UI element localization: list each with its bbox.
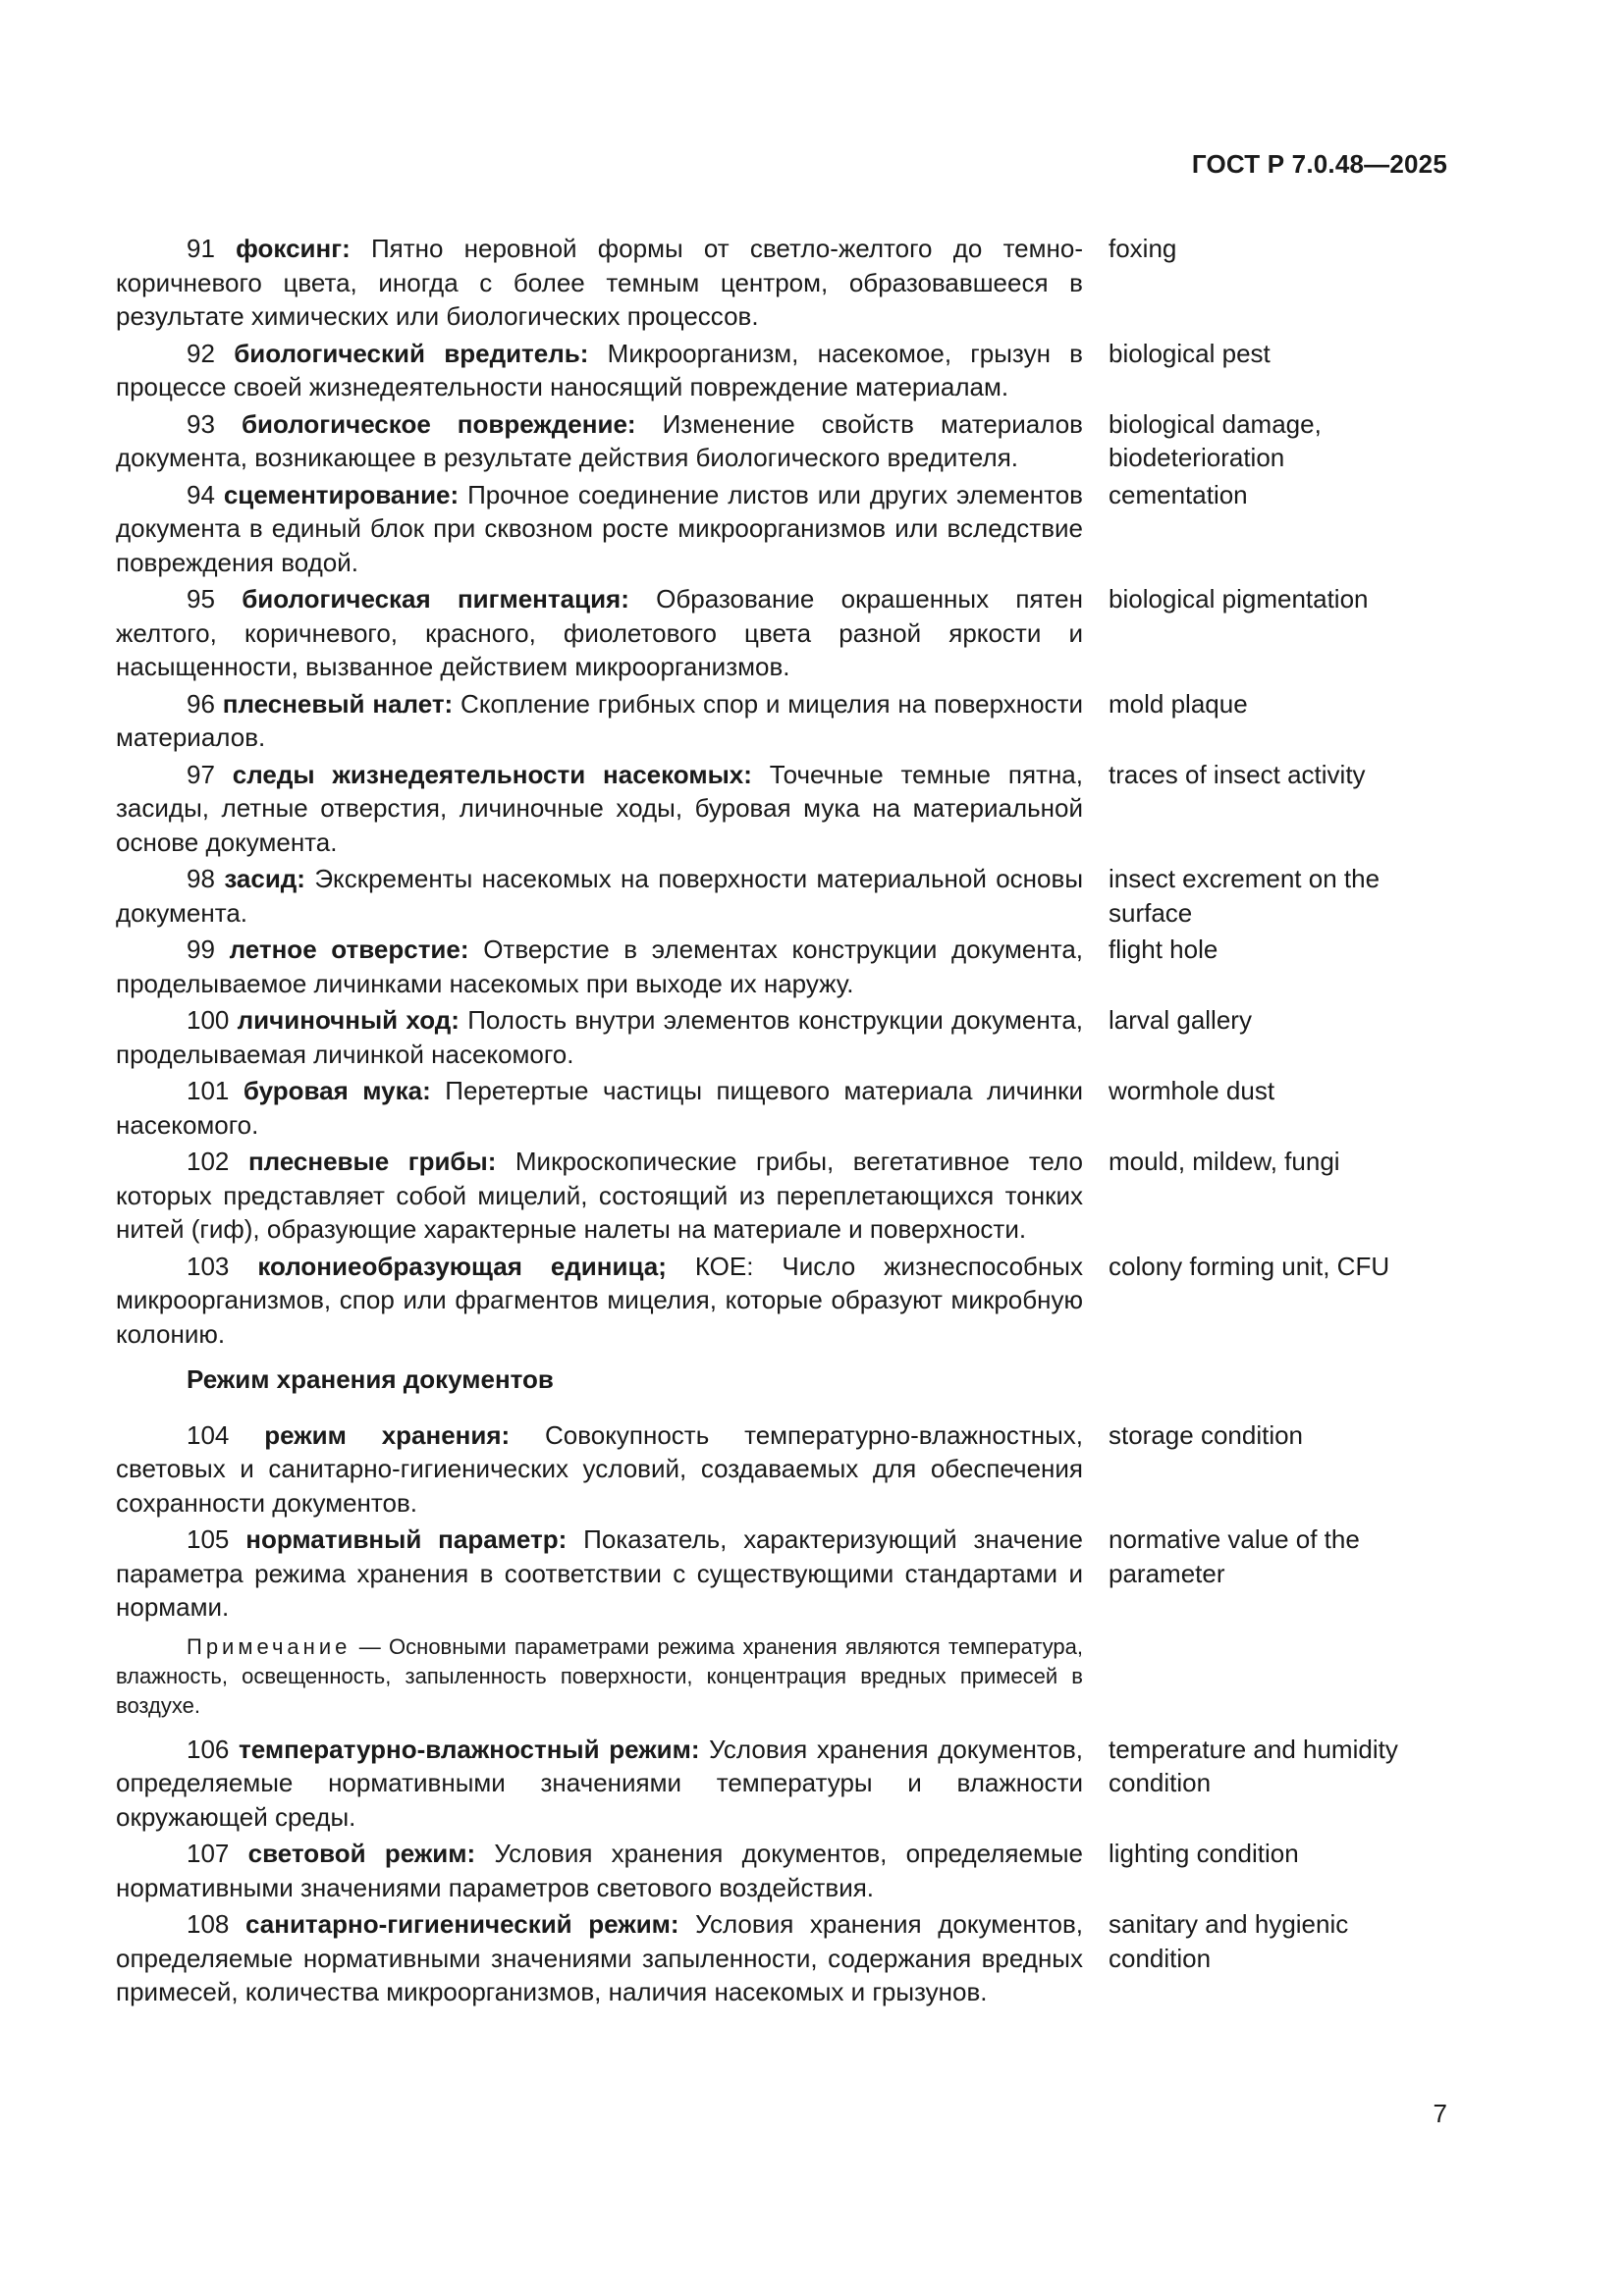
term-number: 103: [187, 1251, 230, 1281]
page-number: 7: [1433, 2099, 1447, 2128]
term-definition: [116, 1907, 1083, 2009]
term-entry: [116, 1145, 1447, 1247]
term-number: 107: [187, 1839, 230, 1868]
term-name: личиночный ход:: [237, 1005, 460, 1035]
note-label: Примечание: [187, 1633, 352, 1659]
term-name: биологическое повреждение:: [241, 408, 636, 439]
term-entry: [116, 1003, 1447, 1071]
term-definition: [116, 478, 1083, 580]
term-definition-text: Пятно неровной формы от светло-желтого до темно-коричневого цвета, иногда с более темным центром, образовавшееся в результате химических или биологических процессов.: [116, 234, 1083, 331]
term-entry: [116, 1418, 1447, 1521]
term-definition: [116, 337, 1083, 404]
term-definition: [116, 758, 1083, 860]
english-equivalent: flight hole: [1109, 934, 1218, 964]
english-equivalent: larval gallery: [1109, 1005, 1252, 1035]
term-number: 95: [187, 584, 215, 614]
term-number: 104: [187, 1419, 230, 1450]
term-definition-text: Отверстие в элементах конструкции документа, проделываемое личинками насекомых при выходе их наружу.: [116, 934, 1083, 998]
english-equivalent: mold plaque: [1109, 688, 1248, 719]
term-name: следы жизнедеятельности насекомых:: [232, 759, 752, 789]
term-name: фоксинг:: [236, 234, 351, 263]
term-definition-text: Показатель, характеризующий значение параметра режима хранения в соответствии с существующими стандартами и нормами.: [116, 1524, 1083, 1622]
term-definition: [116, 862, 1083, 930]
term-definition-text: Полость внутри элементов конструкции документа, проделываемая личинкой насекомого.: [116, 1005, 1083, 1069]
section-heading: Режим хранения документов: [187, 1364, 554, 1394]
term-name: сцементирование:: [223, 479, 460, 509]
english-equivalent: biological pest: [1109, 338, 1271, 368]
term-entry: [116, 687, 1447, 755]
term-definition: [116, 1418, 1083, 1521]
term-definition: [116, 582, 1083, 684]
term-definition-text: Условия хранения документов, определяемые нормативными значениями параметров светового воздействия.: [116, 1839, 1083, 1902]
term-number: 91: [187, 234, 215, 263]
english-equivalent: lighting condition: [1109, 1839, 1299, 1868]
term-definition: [116, 1250, 1083, 1352]
term-number: 108: [187, 1909, 230, 1939]
english-equivalent: sanitary and hygienic condition: [1109, 1909, 1349, 1973]
term-name: световой режим:: [247, 1839, 476, 1868]
term-definition: [116, 1522, 1083, 1625]
english-equivalent: wormhole dust: [1109, 1076, 1275, 1105]
english-equivalent: biological damage, biodeterioration: [1109, 408, 1322, 472]
note-text: — Основными параметрами режима хранения являются температура, влажность, освещенность, запыленность поверхности, концентрация вредных примесей в воздухе.: [116, 1633, 1083, 1718]
english-equivalent: cementation: [1109, 479, 1248, 509]
term-number: 93: [187, 408, 215, 439]
term-definition: [116, 1145, 1083, 1247]
term-group-biological: [116, 232, 1447, 1351]
term-number: 106: [187, 1734, 230, 1764]
term-name: биологическая пигментация:: [242, 584, 629, 614]
term-name: летное отверстие:: [229, 934, 469, 964]
english-equivalent: insect excrement on the surface: [1109, 864, 1380, 928]
term-name: буровая мука:: [243, 1076, 431, 1105]
term-entry: [116, 1074, 1447, 1142]
term-name: плесневый налет:: [222, 688, 454, 719]
term-number: 97: [187, 759, 215, 789]
english-equivalent: normative value of the parameter: [1109, 1524, 1360, 1588]
term-definition-text: Перетертые частицы пищевого материала личинки насекомого.: [116, 1076, 1083, 1140]
term-definition: [116, 933, 1083, 1000]
english-equivalent: colony forming unit, CFU: [1109, 1251, 1390, 1281]
term-number: 100: [187, 1005, 230, 1035]
term-entry: [116, 933, 1447, 1000]
term-definition: [116, 232, 1083, 334]
term-number: 101: [187, 1076, 230, 1105]
term-definition: [116, 1003, 1083, 1071]
term-definition-text: Образование окрашенных пятен желтого, коричневого, красного, фиолетового цвета разной яркости и насыщенности, вызванное действием микроорганизмов.: [116, 584, 1083, 681]
term-entry: [116, 1733, 1447, 1835]
term-name: биологический вредитель:: [234, 338, 589, 368]
term-definition-text: Экскременты насекомых на поверхности материальной основы документа.: [116, 864, 1084, 928]
document-code: ГОСТ Р 7.0.48—2025: [1191, 149, 1447, 179]
english-equivalent: biological pigmentation: [1109, 584, 1369, 614]
english-equivalent: foxing: [1109, 234, 1177, 263]
term-definition: [116, 1733, 1083, 1835]
term-name: режим хранения:: [264, 1419, 511, 1450]
term-definition-text: Совокупность температурно-влажностных, световых и санитарно-гигиенических условий, создаваемых для обеспечения сохранности документов.: [116, 1419, 1083, 1518]
term-definition: [116, 1837, 1083, 1904]
term-entry: [116, 1250, 1447, 1352]
term-definition: [116, 687, 1083, 755]
term-name: нормативный параметр:: [245, 1524, 568, 1554]
term-entry: [116, 1907, 1447, 2009]
note: [116, 1632, 1083, 1721]
term-number: 96: [187, 688, 215, 719]
term-name: колониеобразующая единица;: [257, 1251, 667, 1281]
term-definition-text: Условия хранения документов, определяемые нормативными значениями температуры и влажности окружающей среды.: [116, 1734, 1083, 1832]
term-definition-text: Прочное соединение листов или других элементов документа в единый блок при сквозном росте микроорганизмов или вследствие повреждения водой.: [116, 479, 1083, 577]
term-definition-text: Скопление грибных спор и мицелия на поверхности материалов.: [116, 688, 1083, 752]
english-equivalent: temperature and humidity condition: [1109, 1734, 1398, 1797]
term-entry: [116, 232, 1447, 334]
term-name: засид:: [224, 864, 305, 893]
term-name: плесневые грибы:: [247, 1147, 497, 1176]
term-number: 105: [187, 1524, 230, 1554]
term-definition: [116, 1074, 1083, 1142]
term-entry: [116, 862, 1447, 930]
term-entry: [116, 478, 1447, 580]
term-number: 102: [187, 1147, 230, 1176]
term-group-storage: [116, 1418, 1447, 1625]
term-entry: [116, 407, 1447, 475]
term-number: 94: [187, 479, 215, 509]
term-definition: [116, 407, 1083, 475]
term-definition-text: КОЕ: Число жизнеспособных микроорганизмов, спор или фрагментов мицелия, которые образуют микробную колонию.: [116, 1251, 1083, 1349]
term-entry: [116, 337, 1447, 404]
term-number: 92: [187, 338, 215, 368]
english-equivalent: traces of insect activity: [1109, 759, 1366, 789]
term-definition-text: Условия хранения документов, определяемые нормативными значениями запыленности, содержания вредных примесей, количества микроорганизмов, наличия насекомых и грызунов.: [116, 1909, 1083, 2006]
term-group-conditions: [116, 1733, 1447, 2009]
terms-content: [116, 232, 1447, 2012]
term-entry: [116, 1837, 1447, 1904]
term-number: 99: [187, 934, 215, 964]
term-definition-text: Микроорганизм, насекомое, грызун в процессе своей жизнедеятельности наносящий повреждение материалам.: [116, 338, 1083, 401]
term-name: температурно-влажностный режим:: [239, 1734, 700, 1764]
term-entry: [116, 1522, 1447, 1625]
term-definition-text: Точечные темные пятна, засиды, летные отверстия, личиночные ходы, буровая мука на материальной основе документа.: [116, 759, 1083, 857]
english-equivalent: storage condition: [1109, 1419, 1304, 1450]
term-definition-text: Микроскопические грибы, вегетативное тело которых представляет собой мицелий, состоящий из переплетающихся тонких нитей (гиф), образующие характерные налеты на материале и поверхности.: [116, 1147, 1083, 1244]
english-equivalent: mould, mildew, fungi: [1109, 1147, 1340, 1176]
term-entry: [116, 758, 1447, 860]
term-name: санитарно-гигиенический режим:: [245, 1909, 679, 1939]
term-definition-text: Изменение свойств материалов документа, возникающее в результате действия биологического вредителя.: [116, 408, 1083, 472]
term-number: 98: [187, 864, 215, 893]
term-entry: [116, 582, 1447, 684]
